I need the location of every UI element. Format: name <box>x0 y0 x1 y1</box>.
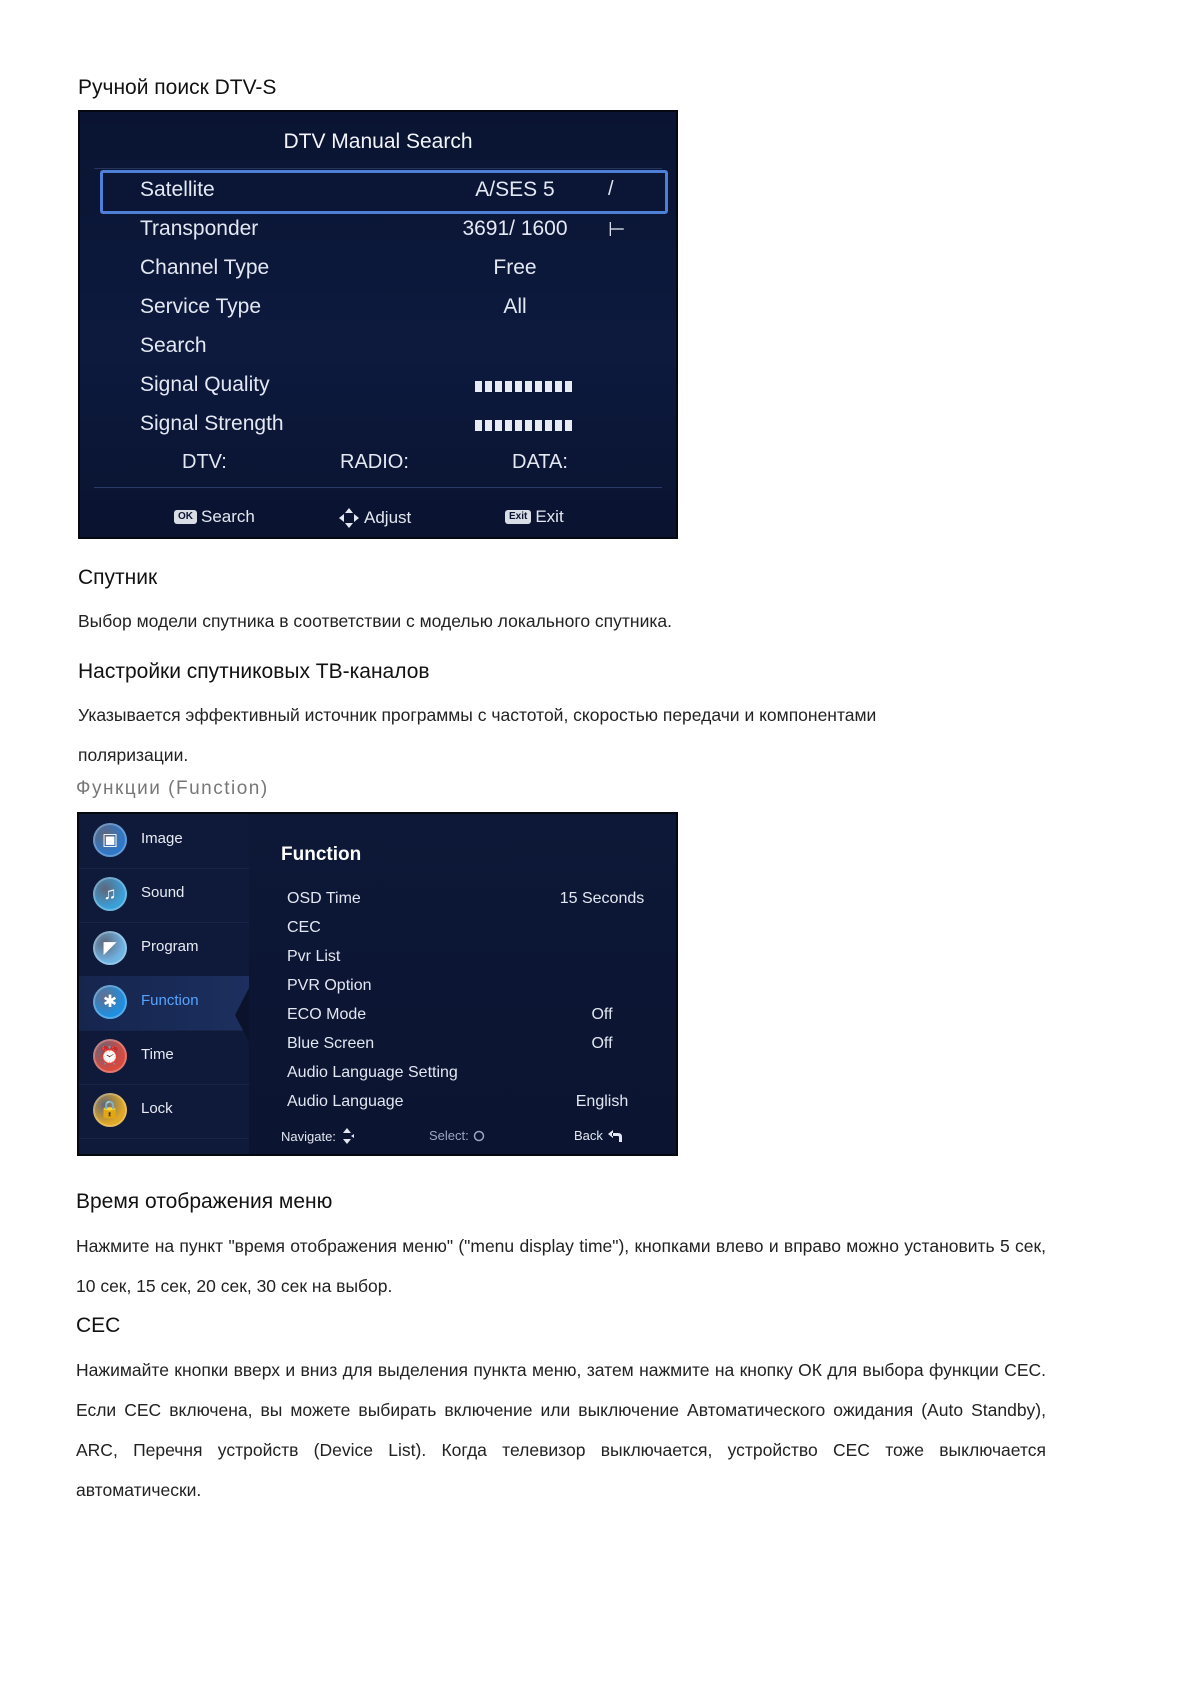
signal-bar-segment <box>485 381 492 392</box>
sidebar-item-label: Image <box>141 830 183 847</box>
row-value: A/SES 5 <box>475 178 555 201</box>
music-note-icon: ♫ <box>93 877 127 911</box>
function-panel <box>249 814 676 1154</box>
satellite-tv-settings-text: Указывается эффективный источник программы с частотой, скоростью передачи и компонентами поляризации. <box>78 705 877 765</box>
signal-bar-segment <box>505 420 512 431</box>
footer-label: Search <box>201 507 255 526</box>
footer-exit-hint[interactable] <box>505 507 564 527</box>
padlock-icon: 🔒 <box>93 1093 127 1127</box>
divider <box>94 168 662 169</box>
row-value: Off <box>591 1006 613 1023</box>
four-way-arrows-icon <box>338 507 360 529</box>
menu-row-signal-quality <box>80 367 676 405</box>
signal-bar-segment <box>495 381 502 392</box>
footer-select-hint <box>429 1128 485 1143</box>
signal-bar-segment <box>525 381 532 392</box>
menu-row-search[interactable] <box>80 328 676 366</box>
row-value: 15 Seconds <box>559 890 645 907</box>
footer-label: Select: <box>429 1128 469 1143</box>
up-down-arrows-icon <box>340 1128 354 1144</box>
back-arrow-icon <box>607 1129 623 1143</box>
row-value: Off <box>591 1035 613 1052</box>
footer-label: Navigate: <box>281 1128 336 1144</box>
signal-bar-segment <box>535 420 542 431</box>
signal-bar-segment <box>475 381 482 392</box>
signal-bar-segment <box>505 381 512 392</box>
row-label: Blue Screen <box>287 1035 375 1052</box>
section-heading-menu-display-time: Время отображения меню <box>76 1190 333 1213</box>
function-menu-screenshot <box>77 812 678 1156</box>
menu-row-transponder[interactable] <box>80 211 676 249</box>
image-icon: ▣ <box>93 823 127 857</box>
menu-display-time-text: Нажмите на пункт "время отображения меню" ("menu display time"), кнопками влево и вправо можно установить 5 сек, 10 сек, 15 сек, 20 сек, 30 сек на выбор. <box>76 1236 1046 1296</box>
menu-sidebar <box>79 814 249 1154</box>
signal-bar-segment <box>525 420 532 431</box>
signal-bar-segment <box>555 381 562 392</box>
section-heading-satellite: Спутник <box>78 566 158 589</box>
menu-row-audio-language[interactable] <box>287 1089 667 1117</box>
sidebar-item-label: Program <box>141 938 199 955</box>
menu-row-eco-mode[interactable] <box>287 1002 667 1030</box>
sidebar-item-label: Time <box>141 1046 174 1063</box>
dtv-count-label: DTV: <box>182 451 227 473</box>
row-label: OSD Time <box>287 890 361 907</box>
footer-search-hint[interactable] <box>174 507 255 527</box>
row-label: CEC <box>287 919 321 936</box>
menu-row-pvr-option[interactable] <box>287 973 667 1001</box>
row-label: Audio Language Setting <box>287 1064 458 1081</box>
row-value: English <box>575 1093 629 1110</box>
menu-row-signal-strength <box>80 406 676 444</box>
gears-icon: ✱ <box>93 985 127 1019</box>
signal-bar-segment <box>565 381 572 392</box>
menu-row-audio-language-setting[interactable] <box>287 1060 667 1088</box>
row-label: Signal Quality <box>140 373 270 396</box>
footer-label: Exit <box>535 507 564 526</box>
section-heading-dtv-manual-search: Ручной поиск DTV-S <box>78 76 277 99</box>
signal-bar-segment <box>515 381 522 392</box>
sidebar-item-image[interactable] <box>79 814 249 869</box>
signal-bar-segment <box>485 420 492 431</box>
signal-bar-segment <box>545 420 552 431</box>
function-caption: Функции (Function) <box>76 778 269 799</box>
signal-bar-segment <box>515 420 522 431</box>
footer-back-hint <box>574 1128 623 1143</box>
menu-row-satellite[interactable] <box>80 172 676 210</box>
menu-row-pvr-list[interactable] <box>287 944 667 972</box>
section-heading-cec: CEC <box>76 1314 121 1337</box>
row-label: Transponder <box>140 217 259 240</box>
signal-quality-bars <box>475 381 572 392</box>
menu-row-osd-time[interactable] <box>287 886 667 914</box>
signal-bar-segment <box>535 381 542 392</box>
right-arrow-icon: / <box>608 178 614 200</box>
signal-strength-bars <box>475 420 572 431</box>
row-value: 3691/ 1600 <box>462 217 568 240</box>
signal-bar-segment <box>545 381 552 392</box>
active-pointer <box>235 988 249 1042</box>
row-label: Audio Language <box>287 1093 404 1110</box>
panel-title: Function <box>281 844 362 865</box>
sidebar-item-program[interactable] <box>79 922 249 977</box>
signal-bar-segment <box>475 420 482 431</box>
row-label: Pvr List <box>287 948 341 965</box>
dtv-manual-search-screenshot <box>78 110 678 539</box>
divider <box>94 487 662 488</box>
section-heading-satellite-tv-settings: Настройки спутниковых ТВ-каналов <box>78 660 430 683</box>
row-label: Search <box>140 334 207 357</box>
row-label: Signal Strength <box>140 412 284 435</box>
cec-text: Нажимайте кнопки вверх и вниз для выделения пункта меню, затем нажмите на кнопку ОК для выбора функции CEC. Если CEC включена, вы можете выбирать включение или выключение Автоматического ожидания (Auto Standby), ARC, Перечня устройств (Device List). Когда телевизор выключается, устройство CEC тоже выключается автоматически. <box>76 1360 1046 1500</box>
sidebar-item-time[interactable] <box>79 1030 249 1085</box>
data-count-label: DATA: <box>512 451 568 473</box>
menu-row-channel-type[interactable] <box>80 250 676 288</box>
row-label: PVR Option <box>287 977 372 994</box>
signal-bar-segment <box>495 420 502 431</box>
ok-key-icon: OK <box>174 510 197 524</box>
footer-adjust-hint[interactable] <box>338 507 411 529</box>
row-label: ECO Mode <box>287 1006 367 1023</box>
footer-label: Back <box>574 1128 603 1143</box>
exit-key-icon: Exit <box>505 510 531 524</box>
sidebar-item-function[interactable] <box>79 976 249 1031</box>
row-label: Satellite <box>140 178 215 201</box>
ok-circle-icon <box>473 1130 485 1142</box>
menu-row-service-type[interactable] <box>80 289 676 327</box>
menu-row-cec[interactable] <box>287 915 667 943</box>
row-label: Service Type <box>140 295 262 318</box>
footer-navigate-hint <box>281 1128 354 1144</box>
signal-bar-segment <box>555 420 562 431</box>
row-label: Channel Type <box>140 256 270 279</box>
sidebar-item-lock[interactable] <box>79 1084 249 1139</box>
satellite-dish-icon: ◤ <box>93 931 127 965</box>
channel-counts <box>80 451 676 477</box>
footer-label: Adjust <box>364 508 412 527</box>
right-arrow-icon: ⊢ <box>608 219 626 241</box>
row-value: All <box>503 295 527 318</box>
satellite-text: Выбор модели спутника в соответствии с моделью локального спутника. <box>78 611 672 631</box>
signal-bar-segment <box>565 420 572 431</box>
sidebar-item-sound[interactable] <box>79 868 249 923</box>
screen-title: DTV Manual Search <box>283 130 473 153</box>
radio-count-label: RADIO: <box>340 451 409 473</box>
sidebar-item-label: Sound <box>141 884 185 901</box>
sidebar-item-label: Lock <box>141 1100 173 1117</box>
alarm-clock-icon: ⏰ <box>93 1039 127 1073</box>
menu-row-blue-screen[interactable] <box>287 1031 667 1059</box>
sidebar-item-label: Function <box>141 992 199 1009</box>
row-value: Free <box>493 256 537 279</box>
